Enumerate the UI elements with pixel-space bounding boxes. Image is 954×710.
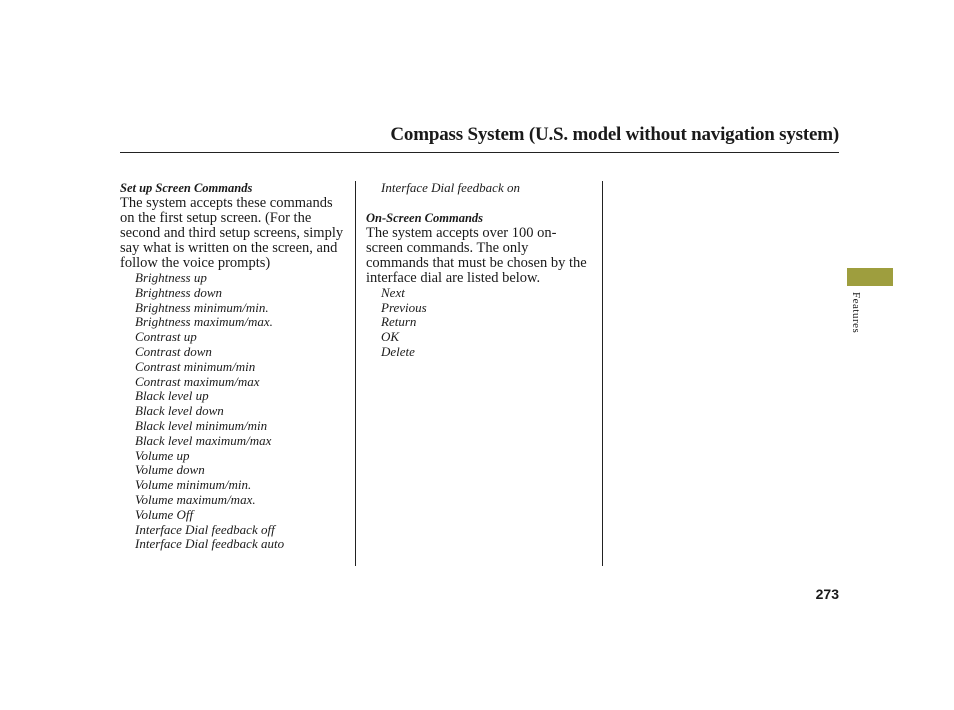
list-item: Volume up [135, 447, 190, 463]
page-number: 273 [815, 586, 839, 602]
list-item: Brightness maximum/max. [135, 314, 273, 330]
list-item: Return [381, 314, 417, 330]
left-column [120, 181, 348, 552]
list-item: Black level minimum/min [135, 417, 268, 433]
list-item: Brightness minimum/min. [135, 299, 269, 315]
list-item: Interface Dial feedback off [135, 521, 275, 537]
list-item: Black level maximum/max [135, 432, 272, 448]
list-item: Volume Off [135, 506, 194, 522]
list-item: Previous [381, 299, 427, 315]
list-item: OK [381, 329, 400, 345]
right-column [366, 181, 592, 360]
list-item: Black level up [135, 388, 209, 404]
list-item: Next [381, 284, 405, 300]
list-item: Delete [381, 343, 415, 359]
list-item: Brightness up [135, 270, 207, 285]
list-item: Contrast up [135, 329, 197, 345]
section-tab-label: Features [850, 292, 862, 334]
list-item: Contrast down [135, 343, 212, 359]
section-spacer [366, 196, 592, 211]
list-item: Contrast minimum/min [135, 358, 256, 374]
column-divider-left [355, 181, 356, 566]
list-item: Black level down [135, 403, 224, 419]
setup-command-list-continued [366, 181, 592, 196]
section-tab [847, 268, 893, 286]
list-item: Volume down [135, 462, 205, 478]
on-screen-commands-heading: On-Screen Commands [366, 210, 484, 225]
list-item: Brightness down [135, 284, 223, 300]
setup-commands-description: The system accepts these commands on the first setup screen. (For the second and third setup screens, simply say what is written on the screen, and follow the voice prompts) [120, 195, 344, 271]
setup-command-list [120, 271, 348, 552]
column-divider-right [602, 181, 603, 566]
list-item: Interface Dial feedback auto [135, 536, 285, 552]
setup-commands-heading: Set up Screen Commands [120, 181, 253, 195]
on-screen-command-list [366, 286, 592, 360]
list-item: Interface Dial feedback on [381, 180, 520, 195]
list-item: Volume maximum/max. [135, 491, 256, 507]
list-item: Contrast maximum/max [135, 373, 260, 389]
page-title: Compass System (U.S. model without navigation system) [390, 124, 839, 145]
on-screen-commands-description: The system accepts over 100 on-screen commands. The only commands that must be chosen by the interface dial are listed below. [366, 224, 587, 286]
list-item: Volume minimum/min. [135, 477, 252, 493]
title-divider [120, 152, 839, 153]
